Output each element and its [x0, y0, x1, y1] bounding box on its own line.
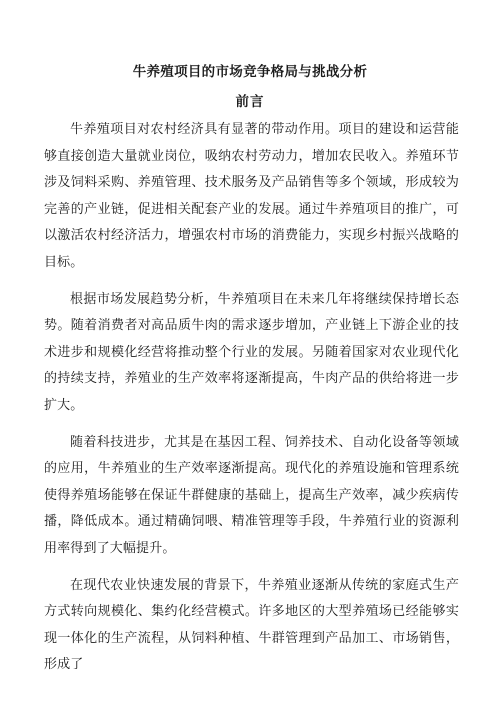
paragraph: 随着科技进步，尤其是在基因工程、饲养技术、自动化设备等领域的应用，牛养殖业的生产效率逐渐提高。现代化的养殖设施和管理系统使得养殖场能够在保证牛群健康的基础上，提高生产效率，减少疾病传播，降低成本。通过精确饲喂、精准管理等手段，牛养殖行业的资源利用率得到了大幅提升。	[44, 434, 459, 556]
body-text	[44, 117, 459, 689]
document-title: 牛养殖项目的市场竞争格局与挑战分析	[132, 64, 368, 80]
paragraph: 根据市场发展趋势分析，牛养殖项目在未来几年将继续保持增长态势。随着消费者对高品质牛肉的需求逐步增加，产业链上下游企业的技术进步和规模化经营将推动整个行业的发展。另随着国家对农业现代化的持续支持，养殖业的生产效率将逐渐提高，牛肉产品的供给将进一步扩大。	[44, 291, 459, 413]
paragraph: 在现代农业快速发展的背景下，牛养殖业逐渐从传统的家庭式生产方式转向规模化、集约化经营模式。许多地区的大型养殖场已经能够实现一体化的生产流程，从饲料种植、牛群管理到产品加工、市场销售，形成了	[44, 577, 459, 673]
section-heading-preface: 前言	[235, 94, 265, 110]
paragraph: 牛养殖项目对农村经济具有显著的带动作用。项目的建设和运营能够直接创造大量就业岗位，吸纳农村劳动力，增加农民收入。养殖环节涉及饲料采购、养殖管理、技术服务及产品销售等多个领域，形成较为完善的产业链，促进相关配套产业的发展。通过牛养殖项目的推广，可以激活农村经济活力，增强农村市场的消费能力，实现乡村振兴战略的目标。	[44, 122, 459, 270]
